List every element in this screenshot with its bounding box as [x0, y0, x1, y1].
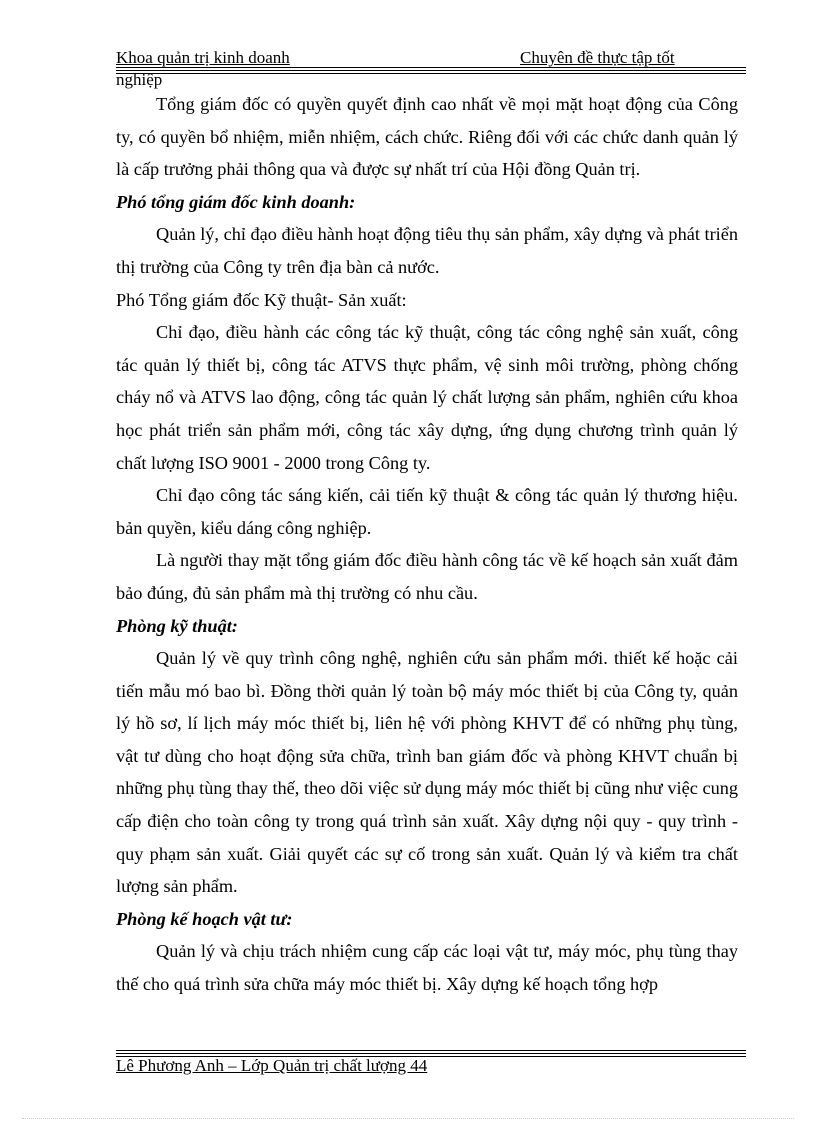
paragraph-innovation: Chỉ đạo công tác sáng kiến, cải tiến kỹ thuật & công tác quản lý thương hiệu. bản quyền, kiểu dáng công nghiệp. [116, 485, 738, 538]
paragraph-deputy-technical: Chỉ đạo, điều hành các công tác kỹ thuật, công tác công nghệ sản xuất, công tác quản lý thiết bị, công tác ATVS thực phẩm, vệ sinh môi trường, phòng chống cháy nổ và ATVS lao động, công tác quản lý chất lượng sản phẩm, nghiên cứu khoa học phát triển sản phẩm mới, công tác xây dựng, ứng dụng chương trình quản lý chất lượng ISO 9001 - 2000 trong Công ty. [116, 322, 738, 473]
header-rule-top [116, 67, 746, 68]
header-report-title-wrap: nghiệp [116, 70, 163, 89]
header-faculty: Khoa quản trị kinh doanh [116, 48, 290, 67]
header-rule-middle [116, 70, 746, 71]
paragraph-deputy-business: Quản lý, chỉ đạo điều hành hoạt động tiêu thụ sản phẩm, xây dựng và phát triển thị trường của Công ty trên địa bàn cả nước. [116, 224, 738, 277]
heading-technical-dept: Phòng kỹ thuật: [116, 615, 238, 636]
document-body [116, 88, 738, 1001]
paragraph-planning-dept: Quản lý và chịu trách nhiệm cung cấp các loại vật tư, máy móc, phụ tùng thay thế cho quá trình sửa chữa máy móc thiết bị. Xây dựng kế hoạch tổng hợp [116, 941, 738, 995]
page-footer: Lê Phương Anh – Lớp Quản trị chất lượng 44 [116, 1056, 428, 1075]
footer-rule-top [116, 1050, 746, 1051]
paragraph-production-plan: Là người thay mặt tổng giám đốc điều hành công tác về kế hoạch sản xuất đảm bảo đúng, đủ sản phẩm mà thị trường có nhu cầu. [116, 550, 738, 603]
page-edge-divider [22, 1118, 794, 1119]
header-rule-bottom [116, 73, 746, 74]
paragraph-technical-dept: Quản lý về quy trình công nghệ, nghiên cứu sản phẩm mới. thiết kế hoặc cải tiến mẫu mó bao bì. Đồng thời quản lý toàn bộ máy móc thiết bị của Công ty, quản lý hồ sơ, lí lịch máy móc thiết bị, liên hệ với phòng KHVT để có những phụ tùng, vật tư dùng cho hoạt động sửa chữa, trình ban giám đốc và phòng KHVT chuẩn bị những phụ tùng thay thế, theo dõi việc sử dụng máy móc thiết bị cũng như việc cung cấp điện cho toàn công ty trong quá trình sản xuất. Xây dựng nội quy - quy trình - quy phạm sản xuất. Giải quyết các sự cố trong sản xuất. Quản lý và kiểm tra chất lượng sản phẩm. [116, 648, 738, 897]
paragraph-general-director: Tổng giám đốc có quyền quyết định cao nhất về mọi mặt hoạt động của Công ty, có quyền bổ nhiệm, miễn nhiệm, cách chức. Riêng đối với các chức danh quản lý là cấp trưởng phải thông qua và được sự nhất trí của Hội đồng Quản trị. [116, 94, 738, 180]
heading-deputy-technical: Phó Tổng giám đốc Kỹ thuật- Sản xuất: [116, 289, 407, 310]
heading-deputy-business: Phó tổng giám đốc kinh doanh: [116, 191, 356, 212]
header-report-title: Chuyên đề thực tập tốt [520, 48, 675, 67]
heading-planning-dept: Phòng kế hoạch vật tư: [116, 908, 293, 929]
footer-rule-middle [116, 1053, 746, 1054]
